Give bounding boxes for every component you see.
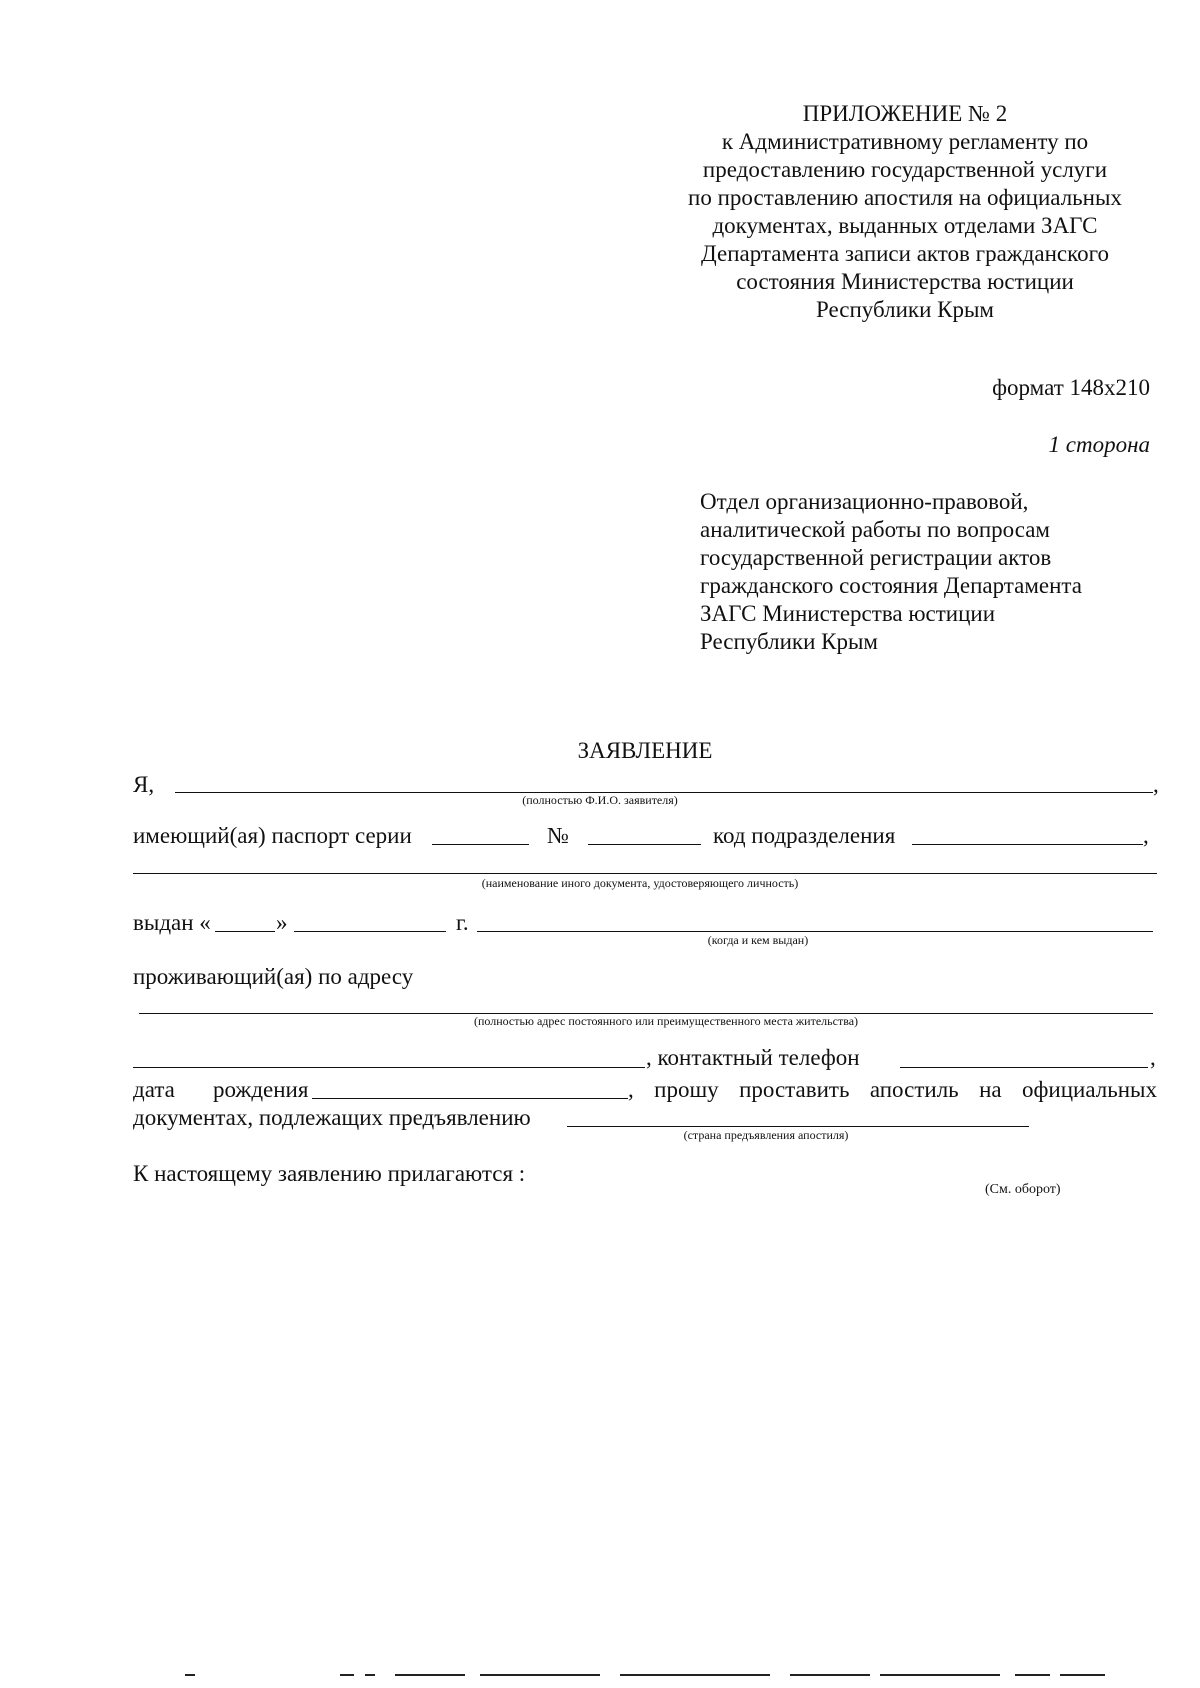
passport-number-field[interactable] <box>588 844 701 845</box>
annex-line: к Административному регламенту по <box>721 129 1089 154</box>
country-hint: (страна предъявления апостиля) <box>683 1128 849 1142</box>
scan-artifact <box>395 1674 465 1676</box>
applicant-name-hint: (полностью Ф.И.О. заявителя) <box>522 793 678 807</box>
birth-date-field[interactable] <box>312 1098 628 1099</box>
issued-month-field[interactable] <box>294 931 446 932</box>
scan-artifact <box>880 1674 1000 1676</box>
comma: , <box>1143 823 1149 848</box>
addressee-line: аналитической работы по вопросам <box>700 517 1050 542</box>
number-sign: № <box>547 823 569 848</box>
scan-artifact <box>340 1674 354 1676</box>
addressee-line: Отдел организационно-правовой, <box>700 489 1029 514</box>
birth-word: дата <box>133 1077 175 1102</box>
addressee-line: гражданского состояния Департамента <box>700 573 1082 598</box>
request-word: проставить <box>739 1077 850 1102</box>
attachments-label: К настоящему заявлению прилагаются : <box>133 1161 526 1186</box>
scan-artifact <box>620 1674 770 1676</box>
comma: , <box>1150 1045 1156 1070</box>
side-label: 1 сторона <box>1048 432 1150 457</box>
country-field[interactable] <box>567 1126 1029 1127</box>
scan-artifact <box>790 1674 870 1676</box>
annex-line: предоставлению государственной услуги <box>702 157 1108 182</box>
phone-field[interactable] <box>900 1067 1148 1068</box>
request-word: официальных <box>1022 1077 1157 1102</box>
form-title: ЗАЯВЛЕНИЕ <box>577 738 713 763</box>
annex-line: состояния Министерства юстиции <box>736 269 1074 294</box>
annex-header <box>620 100 1190 324</box>
request-word: на <box>979 1077 1002 1102</box>
format-label: формат 148x210 <box>992 375 1150 400</box>
addressee-line: Республики Крым <box>700 629 878 654</box>
comma: , <box>1153 772 1159 797</box>
request-line <box>628 1077 1157 1103</box>
see-reverse-note: (См. оборот) <box>985 1182 1061 1197</box>
request-word: апостиль <box>869 1077 959 1102</box>
issued-quote-close: » <box>276 910 288 935</box>
applicant-label: Я, <box>133 772 155 797</box>
other-document-field[interactable] <box>133 873 1157 874</box>
annex-title: ПРИЛОЖЕНИЕ № 2 <box>802 101 1008 126</box>
annex-line: по проставлению апостиля на официальных <box>688 185 1122 210</box>
phone-label: , контактный телефон <box>646 1045 860 1070</box>
annex-line: документах, выданных отделами ЗАГС <box>712 213 1098 238</box>
birth-word: рождения <box>213 1077 309 1102</box>
subdivision-code-field[interactable] <box>912 844 1143 845</box>
scan-artifact <box>1060 1674 1105 1676</box>
address-hint: (полностью адрес постоянного или преимущественного места жительства) <box>473 1014 859 1028</box>
scan-artifact <box>185 1674 195 1676</box>
passport-label: имеющий(ая) паспорт серии <box>133 823 412 848</box>
residing-label: проживающий(ая) по адресу <box>133 964 414 989</box>
issued-hint: (когда и кем выдан) <box>707 933 809 947</box>
other-document-hint: (наименование иного документа, удостоверяющего личность) <box>481 876 799 890</box>
issued-day-field[interactable] <box>215 931 275 932</box>
addressee-line: ЗАГС Министерства юстиции <box>700 601 996 626</box>
scan-artifact <box>1015 1674 1050 1676</box>
addressee-line: государственной регистрации актов <box>700 545 1052 570</box>
year-label: г. <box>456 910 469 935</box>
addressee-block <box>700 488 1082 656</box>
annex-line: Республики Крым <box>816 297 994 322</box>
address-continuation-field[interactable] <box>133 1067 645 1068</box>
request-word: , <box>628 1077 634 1102</box>
annex-line: Департамента записи актов гражданского <box>701 241 1109 266</box>
issued-by-field[interactable] <box>477 931 1153 932</box>
passport-series-field[interactable] <box>432 844 529 845</box>
documents-label: документах, подлежащих предъявлению <box>133 1105 531 1130</box>
issued-label: выдан « <box>133 910 211 935</box>
request-word: прошу <box>654 1077 719 1102</box>
subdivision-label: код подразделения <box>713 823 896 848</box>
scan-artifact <box>480 1674 600 1676</box>
scan-artifact <box>365 1674 375 1676</box>
